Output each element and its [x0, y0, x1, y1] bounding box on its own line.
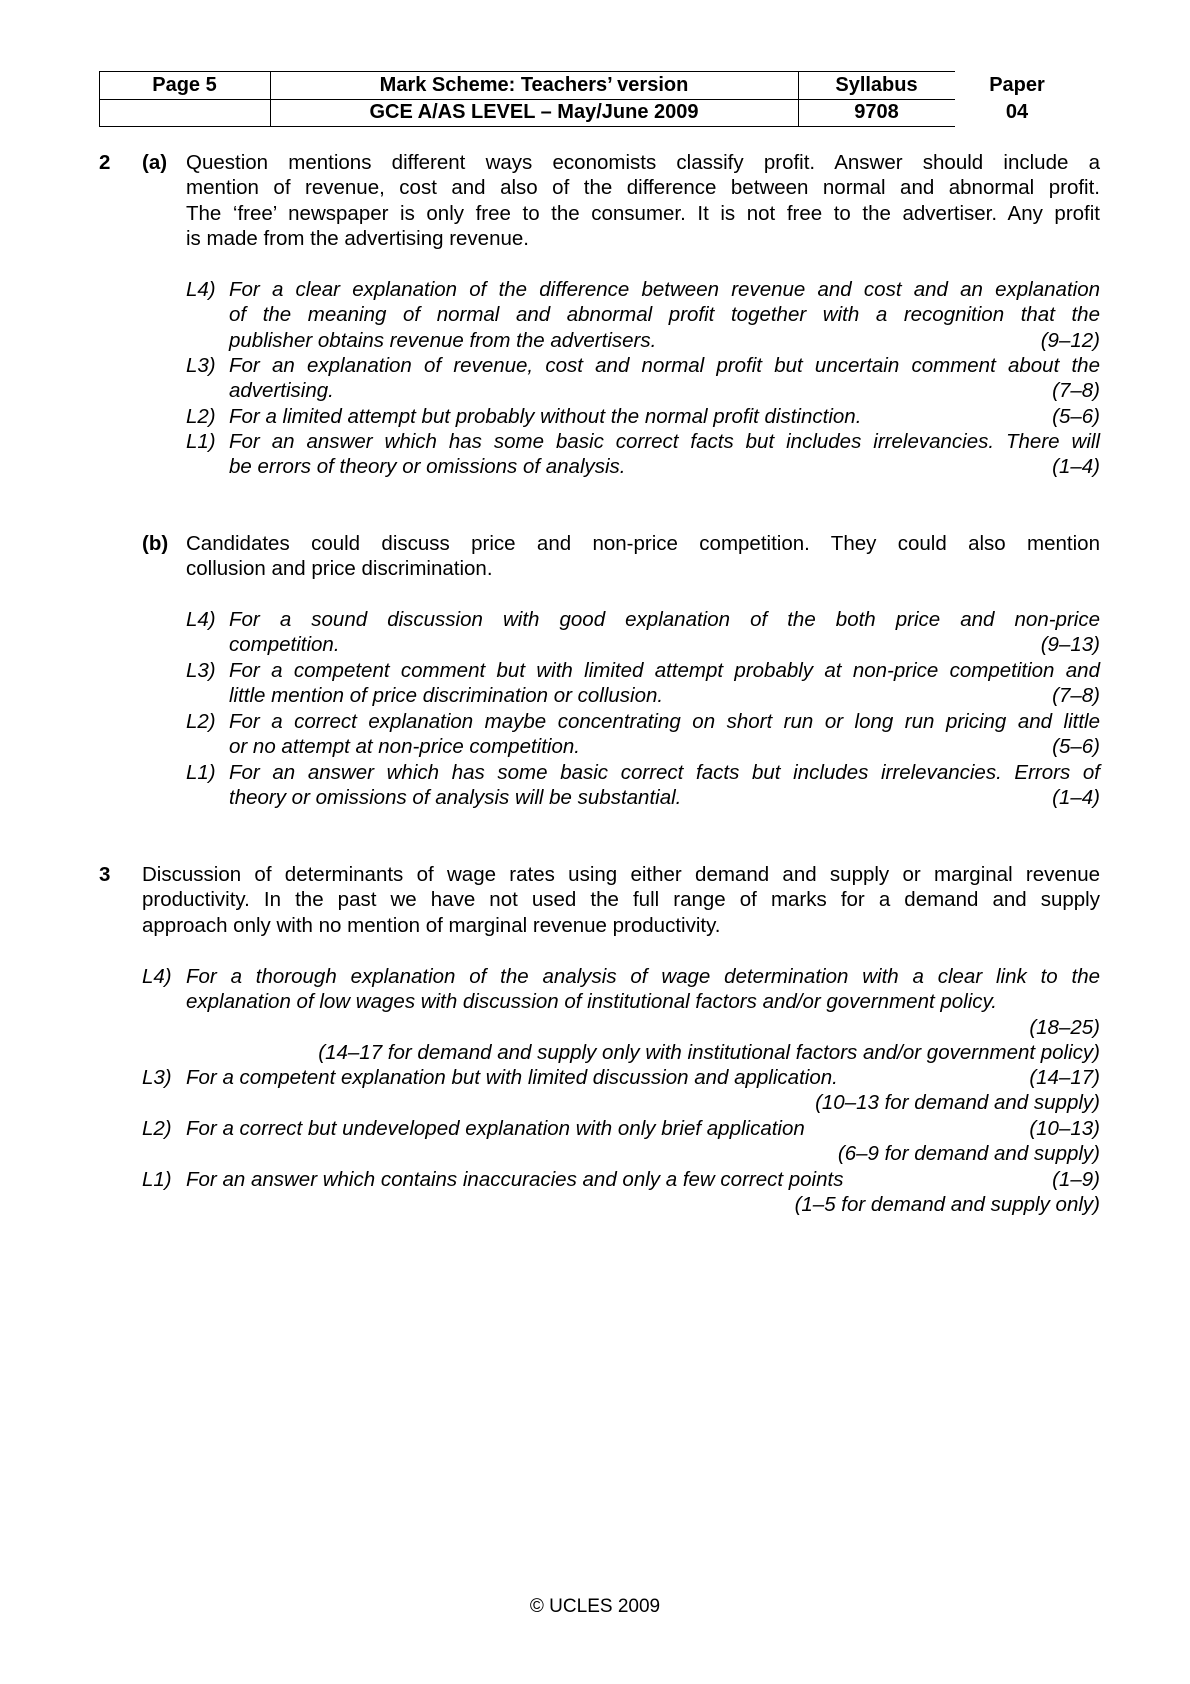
marks: (18–25) — [1029, 1015, 1100, 1039]
doc-title: Mark Scheme: Teachers’ version — [379, 73, 689, 96]
level-descriptor: For a thorough explanation of the analysis of wage determination with a clear link to the explanation of low wages with discussion of institutional factors and/or government policy. (18–25) (14–17 for demand and supply only with institutional factors and/or government policy) — [186, 965, 1100, 1064]
sub-marks: (1–5 for demand and supply only) — [794, 1193, 1100, 1217]
level-label: L1) — [186, 430, 216, 453]
marks: (5–6) — [1052, 735, 1100, 759]
level-label: L2) — [186, 710, 216, 733]
part-label: (b) — [142, 532, 169, 555]
level-label: L4) — [186, 608, 216, 631]
sub-marks: (14–17 for demand and supply only with institutional factors and/or government policy) — [318, 1040, 1100, 1064]
level-descriptor: For a competent comment but with limited attempt probably at non-price competition and little mention of price discrimination or collusion. (7–8) — [229, 659, 1100, 708]
level-descriptor: For a sound discussion with good explanation of the both price and non-price competition. (9–13) — [229, 608, 1100, 657]
question-number: 2 — [99, 151, 111, 174]
sub-marks: (6–9 for demand and supply) — [837, 1142, 1100, 1166]
level-label: L1) — [186, 761, 216, 784]
syllabus-label: Syllabus — [835, 73, 918, 96]
marks: (9–13) — [1040, 633, 1100, 657]
sub-marks: (10–13 for demand and supply) — [815, 1091, 1100, 1115]
level-descriptor: For a clear explanation of the difference between revenue and cost and an explanation of the meaning of normal and abnormal profit together with a recognition that the publisher obtains revenue from the advertisers. (9–12) — [229, 278, 1100, 352]
question-number: 3 — [99, 863, 111, 886]
part-label: (a) — [142, 151, 168, 174]
part-a-intro: Question mentions different ways economists classify profit. Answer should include a mention of revenue, cost and also of the difference between normal and abnormal profit. The ‘free’ newspaper is only free to the consumer. It is not free to the advertiser. Any profit is made from the advertising revenue. — [186, 151, 1100, 250]
level-descriptor: For an answer which has some basic correct facts but includes irrelevancies. Errors of theory or omissions of analysis will be substantial. (1–4) — [229, 761, 1100, 810]
level-descriptor: For a competent explanation but with limited discussion and application. (14–17) (10–13 for demand and supply) — [186, 1066, 1100, 1115]
marks: (14–17) — [1029, 1066, 1100, 1089]
page-number: Page 5 — [152, 73, 217, 96]
level-label: L2) — [186, 405, 216, 428]
paper-label: Paper — [989, 73, 1045, 96]
part-b-intro: Candidates could discuss price and non-price competition. They could also mention collusion and price discrimination. — [186, 532, 1100, 581]
marks: (7–8) — [1052, 379, 1100, 403]
level-label: L4) — [186, 278, 216, 301]
marks: (9–12) — [1040, 328, 1100, 352]
level-label: L3) — [142, 1066, 172, 1089]
level-descriptor: For a correct but undeveloped explanation with only brief application (10–13) (6–9 for demand and supply) — [186, 1117, 1100, 1166]
marks: (1–4) — [1052, 786, 1100, 810]
exam-name: GCE A/AS LEVEL – May/June 2009 — [369, 101, 699, 123]
level-descriptor: For an answer which has some basic correct facts but includes irrelevancies. There will be errors of theory or omissions of analysis. (1–4) — [229, 430, 1100, 479]
header-table — [99, 71, 1079, 127]
marks: (5–6) — [1052, 405, 1100, 428]
marks: (1–4) — [1052, 455, 1100, 479]
marks: (1–9) — [1052, 1168, 1100, 1191]
marks: (10–13) — [1029, 1117, 1100, 1140]
empty-cell — [99, 99, 270, 126]
level-descriptor: For a correct explanation maybe concentrating on short run or long run pricing and little or no attempt at non-price competition. (5–6) — [229, 710, 1100, 759]
level-label: L1) — [142, 1168, 172, 1191]
level-label: L4) — [142, 965, 172, 988]
copyright-footer: © UCLES 2009 — [529, 1596, 661, 1617]
level-label: L2) — [142, 1117, 172, 1140]
syllabus-value: 9708 — [854, 101, 899, 123]
level-descriptor: For a limited attempt but probably without the normal profit distinction. (5–6) — [229, 405, 1100, 428]
q3-intro: Discussion of determinants of wage rates using either demand and supply or marginal revenue productivity. In the past we have not used the full range of marks for a demand and supply approach only with no mention of marginal revenue productivity. — [142, 863, 1100, 937]
paper-value: 04 — [1005, 101, 1029, 123]
level-label: L3) — [186, 354, 216, 377]
level-descriptor: For an explanation of revenue, cost and normal profit but uncertain comment about the advertising. (7–8) — [229, 354, 1100, 403]
marks: (7–8) — [1052, 684, 1100, 708]
level-descriptor: For an answer which contains inaccuracies and only a few correct points (1–9) (1–5 for demand and supply only) — [186, 1168, 1100, 1217]
level-label: L3) — [186, 659, 216, 682]
